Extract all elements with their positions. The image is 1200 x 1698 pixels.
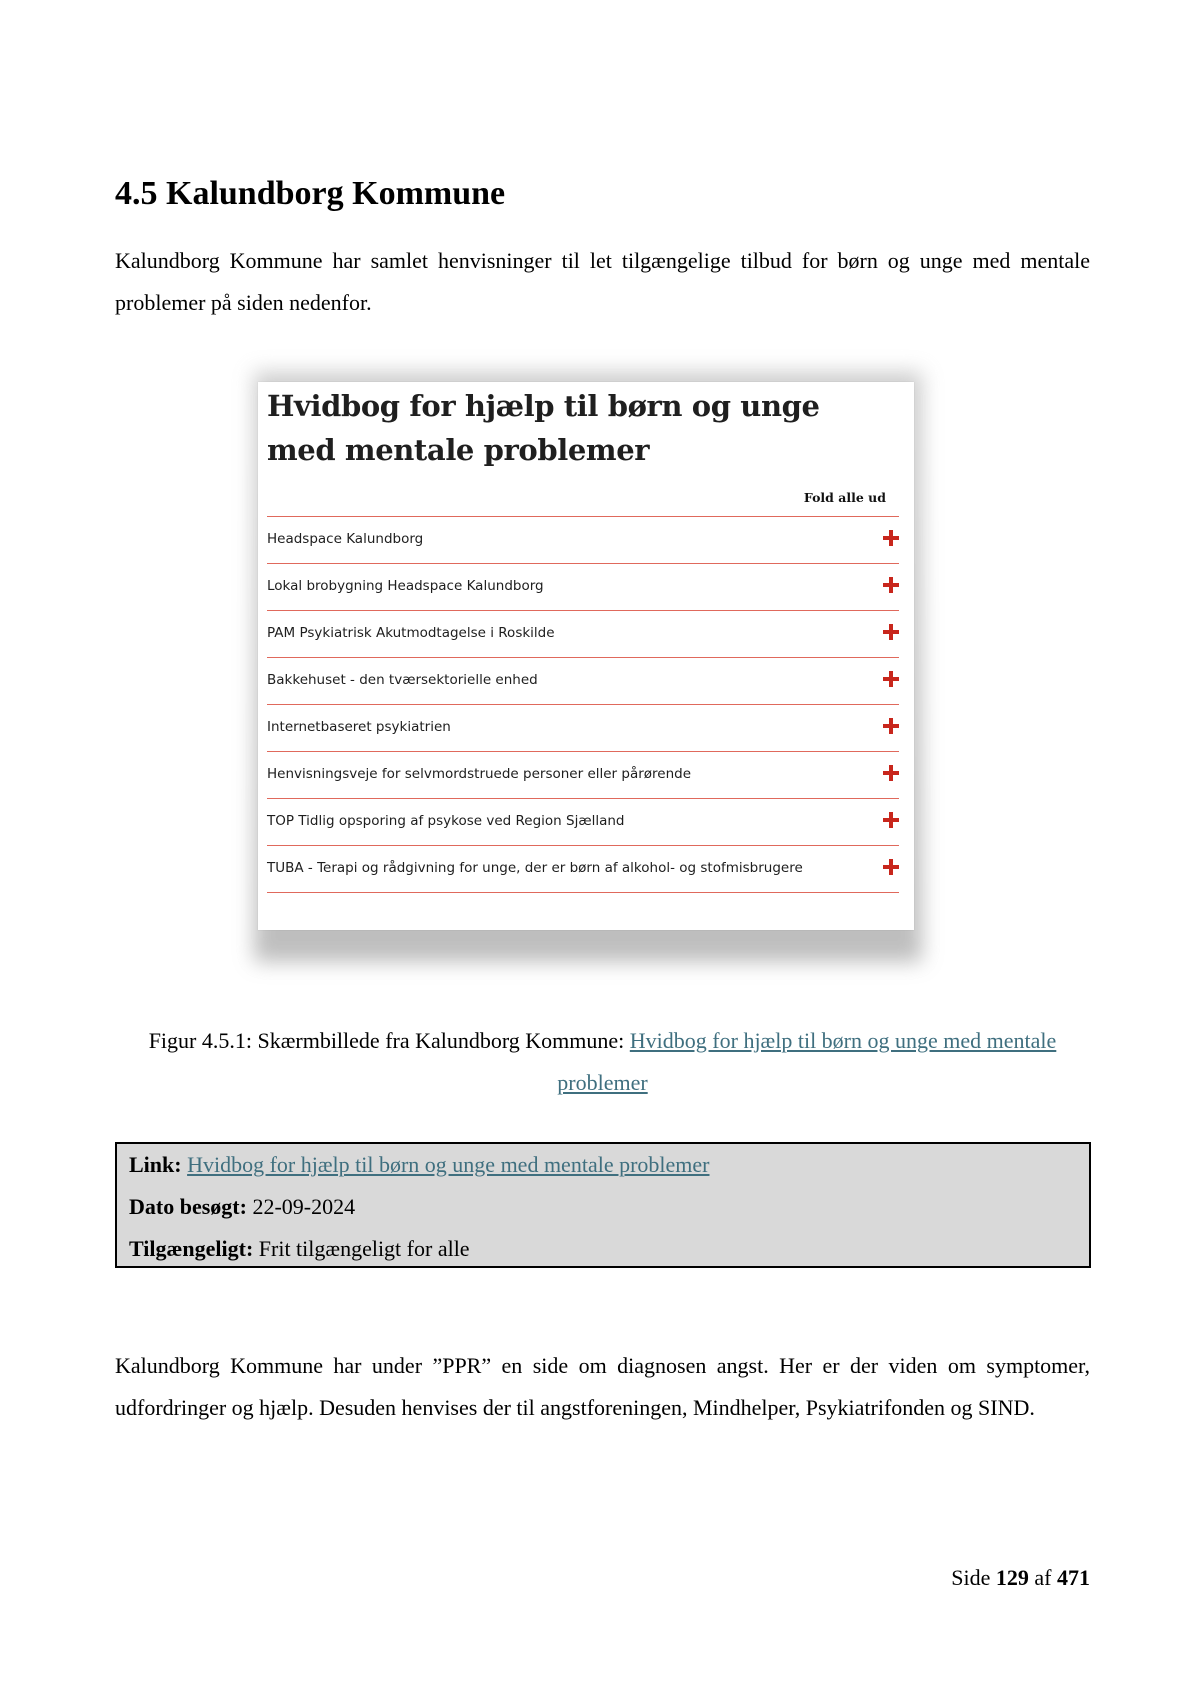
- info-link[interactable]: Hvidbog for hjælp til børn og unge med mentale problemer: [187, 1152, 710, 1177]
- accordion-item[interactable]: [267, 752, 899, 799]
- figure-screenshot: [258, 382, 914, 930]
- link-label: Link:: [129, 1152, 182, 1177]
- fold-all-button[interactable]: Fold alle ud: [803, 490, 886, 505]
- accordion-item-label: Headspace Kalundborg: [267, 531, 424, 547]
- accordion-item[interactable]: [267, 611, 899, 658]
- plus-icon[interactable]: [883, 812, 899, 828]
- accordion-item-label: Bakkehuset - den tværsektorielle enhed: [267, 672, 538, 688]
- body-paragraph: Kalundborg Kommune har under ”PPR” en side om diagnosen angst. Her er der viden om symptomer, udfordringer og hjælp. Desuden henvises der til angstforeningen, Mindhelper, Psykiatrifonden og SIND.: [115, 1353, 1090, 1420]
- section-heading: 4.5 Kalundborg Kommune: [115, 175, 506, 212]
- accordion-item[interactable]: [267, 517, 899, 564]
- figure-title: Hvidbog for hjælp til børn og unge med mentale problemer: [267, 389, 820, 467]
- access-value: Frit tilgængeligt for alle: [258, 1236, 470, 1261]
- accordion-list: [267, 516, 899, 893]
- page-footer: [951, 1562, 1090, 1594]
- date-value: 22-09-2024: [252, 1194, 356, 1219]
- page-total: 471: [1057, 1565, 1090, 1590]
- caption-link[interactable]: Hvidbog for hjælp til børn og unge med mentale problemer: [557, 1028, 1057, 1095]
- caption-prefix: Figur 4.5.1: Skærmbillede fra Kalundborg Kommune:: [148, 1028, 630, 1053]
- page-number: 129: [995, 1565, 1029, 1590]
- info-date-row: [129, 1186, 1077, 1228]
- footer-side: Side: [951, 1565, 991, 1590]
- accordion-item-label: Henvisningsveje for selvmordstruede personer eller pårørende: [267, 766, 692, 782]
- plus-icon[interactable]: [883, 624, 899, 640]
- accordion-item[interactable]: [267, 564, 899, 611]
- accordion-item[interactable]: [267, 799, 899, 846]
- plus-icon[interactable]: [883, 671, 899, 687]
- accordion-item-label: Lokal brobygning Headspace Kalundborg: [267, 578, 544, 594]
- plus-icon[interactable]: [883, 718, 899, 734]
- accordion-item[interactable]: [267, 658, 899, 705]
- accordion-item[interactable]: [267, 846, 899, 893]
- accordion-item-label: PAM Psykiatrisk Akutmodtagelse i Roskilde: [267, 625, 555, 641]
- access-label: Tilgængeligt:: [129, 1236, 254, 1261]
- accordion-item[interactable]: [267, 705, 899, 752]
- plus-icon[interactable]: [883, 859, 899, 875]
- accordion-item-label: Internetbaseret psykiatrien: [267, 719, 451, 735]
- plus-icon[interactable]: [883, 765, 899, 781]
- footer-af: af: [1034, 1565, 1052, 1590]
- date-label: Dato besøgt:: [129, 1194, 247, 1219]
- plus-icon[interactable]: [883, 530, 899, 546]
- figure-caption: [115, 1020, 1090, 1104]
- intro-paragraph: Kalundborg Kommune har samlet henvisninger til let tilgængelige tilbud for børn og unge med mentale problemer på siden nedenfor.: [115, 248, 1090, 315]
- plus-icon[interactable]: [883, 577, 899, 593]
- info-link-row: [129, 1144, 1077, 1186]
- accordion-item-label: TUBA - Terapi og rådgivning for unge, der er børn af alkohol- og stofmisbrugere: [267, 860, 803, 876]
- accordion-item-label: TOP Tidlig opsporing af psykose ved Region Sjælland: [267, 813, 625, 829]
- info-access-row: [129, 1228, 1077, 1270]
- info-box: [115, 1142, 1091, 1268]
